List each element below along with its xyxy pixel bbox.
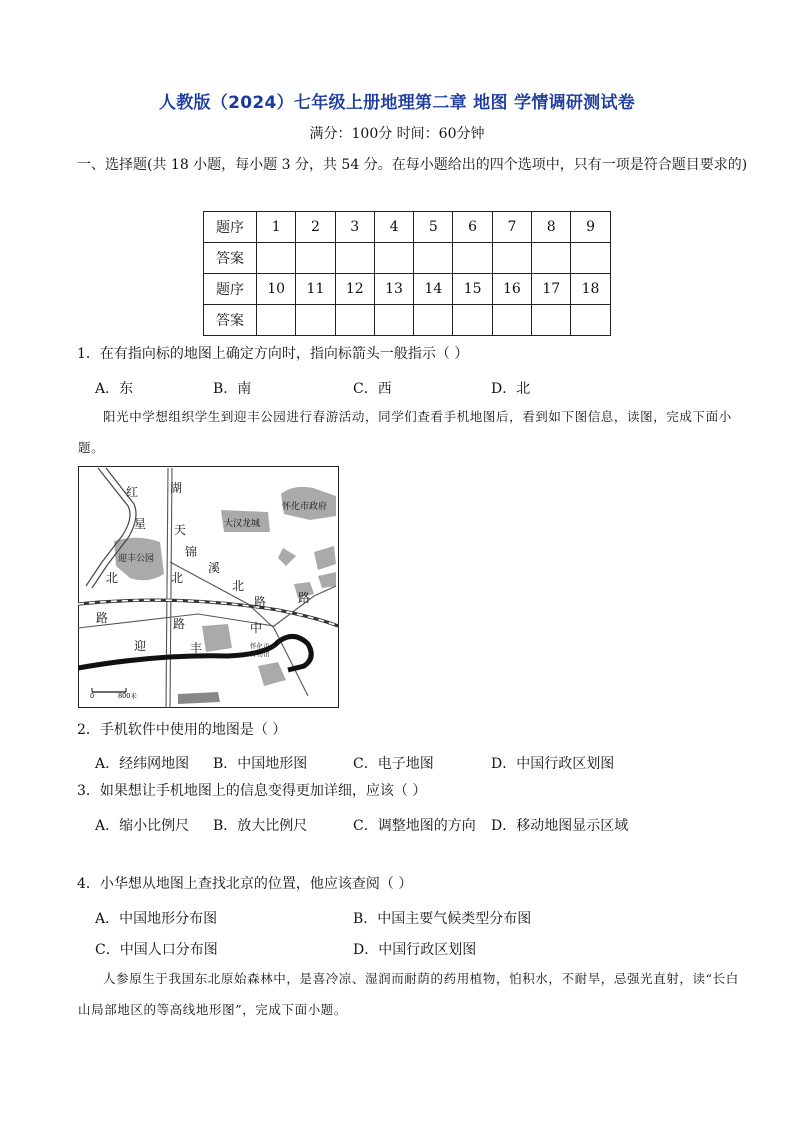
q3-option-b[interactable]: B．放大比例尺 [213, 818, 308, 834]
reading-intro-2: 人参原生于我国东北原始森林中，是喜冷凉、湿润而耐荫的药用植物，怕积水，不耐旱，忌强光直射，读“长白山局部地区的等高线地形图”，完成下面小题。 [78, 971, 739, 1017]
map-label: 怀化市 [250, 642, 270, 650]
map-label: 路 [173, 617, 186, 631]
q2-option-d[interactable]: D．中国行政区划图 [491, 756, 615, 772]
q2-option-c[interactable]: C．电子地图 [353, 756, 434, 772]
q1-option-c[interactable]: C．西 [353, 381, 392, 397]
map-label: 锦 [185, 545, 198, 559]
answer-cell[interactable] [335, 305, 374, 336]
answer-cell[interactable] [374, 243, 413, 274]
map-label: 北 [232, 579, 245, 593]
answer-cell[interactable] [335, 243, 374, 274]
table-cell: 4 [374, 212, 413, 243]
table-cell: 15 [453, 274, 492, 305]
scale-label: 0 [90, 692, 95, 700]
map-label: 溪 [208, 561, 221, 575]
map-label: 湖 [170, 481, 183, 495]
answer-cell[interactable] [453, 305, 492, 336]
table-row [204, 274, 611, 305]
table-cell: 答案 [204, 243, 257, 274]
map-label: 北 [171, 571, 184, 585]
map-label: 迎 [134, 639, 147, 653]
answer-cell[interactable] [374, 305, 413, 336]
question-4-stem: 4．小华想从地图上查找北京的位置，他应该查阅（ ） [77, 876, 413, 892]
q1-option-d[interactable]: D．北 [491, 381, 531, 397]
answer-cell[interactable] [532, 243, 571, 274]
table-cell: 11 [296, 274, 335, 305]
table-row [204, 212, 611, 243]
map-label: 红 [126, 485, 139, 499]
table-cell: 1 [257, 212, 296, 243]
answer-cell[interactable] [257, 305, 296, 336]
q1-option-a[interactable]: A．东 [95, 381, 134, 397]
table-cell: 10 [257, 274, 296, 305]
map-label: 博物馆 [250, 650, 270, 658]
table-cell: 答案 [204, 305, 257, 336]
page-title: 人教版（2024）七年级上册地理第二章 地图 学情调研测试卷 [158, 93, 636, 113]
q4-option-b[interactable]: B．中国主要气候类型分布图 [353, 911, 532, 927]
question-2-stem: 2．手机软件中使用的地图是（ ） [77, 722, 287, 738]
map-label: 大汉龙城 [224, 519, 261, 529]
answer-cell[interactable] [492, 243, 531, 274]
table-cell: 9 [571, 212, 610, 243]
map-label: 北 [106, 571, 119, 585]
map-label: 路 [254, 595, 267, 609]
answer-cell[interactable] [296, 243, 335, 274]
map-label: 迎丰公园 [118, 554, 155, 564]
q3-option-c[interactable]: C．调整地图的方向 [353, 818, 476, 834]
answer-cell[interactable] [257, 243, 296, 274]
q4-option-c[interactable]: C．中国人口分布图 [95, 942, 218, 958]
table-cell: 5 [414, 212, 453, 243]
question-1-stem: 1．在有指向标的地图上确定方向时，指向标箭头一般指示（ ） [77, 346, 469, 362]
table-cell: 3 [335, 212, 374, 243]
table-cell: 16 [492, 274, 531, 305]
table-cell: 12 [335, 274, 374, 305]
answer-table [203, 211, 611, 336]
map-label: 丰 [190, 641, 203, 655]
q2-option-b[interactable]: B．中国地形图 [213, 756, 308, 772]
answer-cell[interactable] [532, 305, 571, 336]
table-cell: 17 [532, 274, 571, 305]
table-cell: 14 [414, 274, 453, 305]
answer-cell[interactable] [296, 305, 335, 336]
q2-option-a[interactable]: A．经纬网地图 [95, 756, 190, 772]
answer-cell[interactable] [571, 243, 610, 274]
question-3-stem: 3．如果想让手机地图上的信息变得更加详细，应该（ ） [77, 783, 427, 799]
table-cell: 13 [374, 274, 413, 305]
answer-cell[interactable] [492, 305, 531, 336]
q4-option-d[interactable]: D．中国行政区划图 [353, 942, 477, 958]
map-label: 中 [250, 621, 263, 635]
reading-intro-1: 阳光中学想组织学生到迎丰公园进行春游活动，同学们查看手机地图后，看到如下图信息，读图，完成下面小题。 [78, 409, 732, 455]
map-label: 路 [298, 591, 311, 605]
table-row [204, 305, 611, 336]
q4-option-a[interactable]: A．中国地形分布图 [95, 911, 218, 927]
map-label: 天 [174, 523, 187, 537]
gray-area [202, 624, 232, 652]
answer-cell[interactable] [414, 305, 453, 336]
q3-option-d[interactable]: D．移动地图显示区域 [491, 818, 629, 834]
table-row [204, 243, 611, 274]
answer-cell[interactable] [453, 243, 492, 274]
scale-label: 800米 [118, 692, 137, 700]
table-cell: 8 [532, 212, 571, 243]
answer-cell[interactable] [414, 243, 453, 274]
map-label: 路 [96, 611, 109, 625]
map-label: 怀化市政府 [282, 502, 328, 512]
table-cell: 7 [492, 212, 531, 243]
gray-area [178, 692, 220, 704]
section-heading: 一、选择题(共 18 小题，每小题 3 分，共 54 分。在每小题给出的四个选项中，只有一项是符合题目要求的) [77, 157, 748, 173]
city-map-figure [78, 466, 339, 708]
table-cell: 题序 [204, 212, 257, 243]
exam-info: 满分：100分 时间：60分钟 [309, 126, 485, 142]
q3-option-a[interactable]: A．缩小比例尺 [95, 818, 190, 834]
table-cell: 2 [296, 212, 335, 243]
table-cell: 6 [453, 212, 492, 243]
map-label: 星 [134, 517, 147, 531]
answer-cell[interactable] [571, 305, 610, 336]
table-cell: 题序 [204, 274, 257, 305]
q1-option-b[interactable]: B．南 [213, 381, 252, 397]
table-cell: 18 [571, 274, 610, 305]
